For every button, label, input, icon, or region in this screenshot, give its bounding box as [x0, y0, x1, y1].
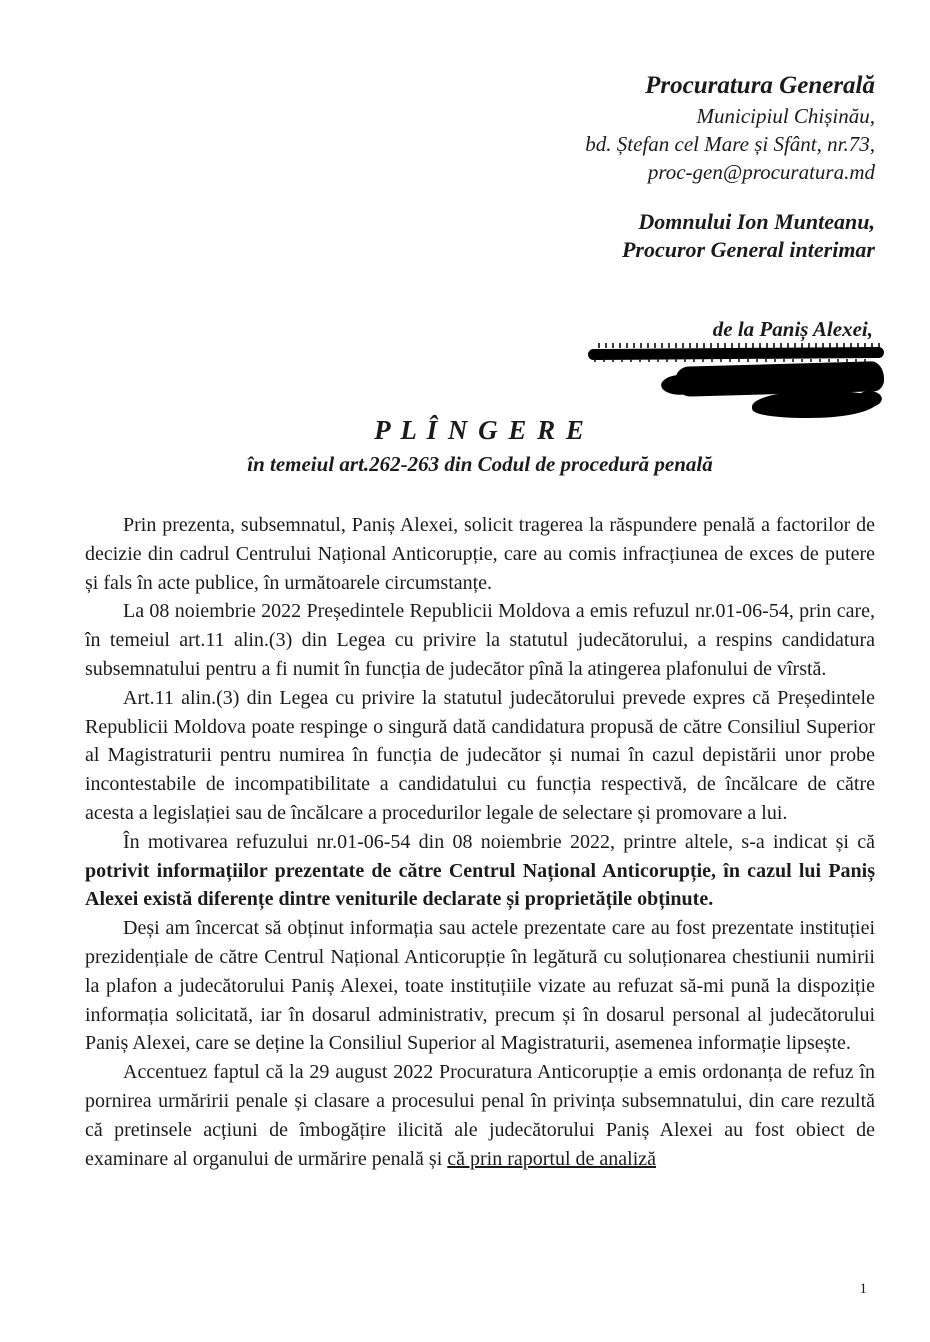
sender-from-line: de la Paniș Alexei, [712, 317, 873, 341]
paragraph-6-underlined: că prin raportul de analiză [447, 1147, 657, 1170]
paragraph-6-regular: Accentuez faptul că la 29 august 2022 Procuratura Anticorupție a emis ordonanța de refuz în pornirea urmăririi penale și clasare a procesului penal în privința subsemnatului, din care rezultă că pretinsele acțiuni de îmbogățire ilicită ale judecătorului Paniș Alexei au fost obiect de examinare al organului de urmărire penală și [85, 1061, 875, 1170]
paragraph-2: La 08 noiembrie 2022 Președintele Republicii Moldova a emis refuzul nr.01-06-54, prin care, în temeiul art.11 alin.(3) din Legea cu privire la statutul judecătorului, a respins candidatura subsemnatului pentru a fi numit în funcția de judecător pînă la atingerea plafonului de vîrstă. [85, 600, 875, 680]
letterhead [585, 70, 875, 186]
letterhead-email: proc-gen@procuratura.md [647, 160, 875, 184]
paragraph-1: Prin prezenta, subsemnatul, Paniș Alexei, solicit tragerea la răspundere penală a factorilor de decizie din cadrul Centrului Național Anticorupție, care au comis infracțiunea de exces de putere și fals în acte publice, în următoarele circumstanțe. [85, 514, 875, 594]
redaction-strikethrough-line [588, 343, 884, 363]
recipient-name: Domnului Ion Munteanu, [638, 209, 875, 234]
paragraph-3: Art.11 alin.(3) din Legea cu privire la statutul judecătorului prevede expres că Președintele Republicii Moldova poate respinge o singură dată candidatura propusă de către Consiliul Superior al Magistraturii pentru numirea în funcția de judecător și numai în cazul depistării unor probe incontestabile de incompatibilitate a candidatului cu funcția respectivă, de încălcare de către acesta a legislației sau de încălcare a procedurilor legale de selectare și promovare a lui. [85, 686, 875, 824]
document-subtitle: în temeiul art.262-263 din Codul de procedură penală [247, 452, 713, 476]
recipient-block [622, 208, 875, 264]
document-title: P L Î N G E R E [374, 415, 586, 445]
paragraph-5: Deși am încercat să obținut informația sau actele prezentate care au fost prezentate instituției prezidențiale de către Centrul Național Anticorupție în legătură cu soluționarea chestiunii numirii la plafon a judecătorului Paniș Alexei, toate instituțiile vizate au refuzat să-mi pună la dispoziție informația solicitată, iar în dosarul administrativ, precum și în dosarul personal al judecătorului Paniș Alexei, care se deține la Consiliul Superior al Magistraturii, asemenea informație lipsește. [85, 917, 875, 1055]
recipient-title: Procuror General interimar [621, 237, 875, 262]
document-body [85, 511, 875, 1173]
letterhead-address: bd. Ștefan cel Mare și Sfânt, nr.73, [585, 132, 875, 156]
paragraph-4-regular: În motivarea refuzului nr.01-06-54 din 08 noiembrie 2022, printre altele, s-a indicat și că [123, 830, 875, 853]
paragraph-4-bold: potrivit informațiilor prezentate de către Centrul Național Anticorupție, în cazul lui Paniș Alexei există diferențe dintre veniturile declarate și proprietățile obținute. [85, 859, 875, 911]
page-number: 1 [859, 1281, 867, 1297]
redacted-text-fragments-bottom [594, 359, 870, 362]
paragraph-4 [85, 828, 875, 914]
sender-block [713, 316, 873, 342]
letterhead-city: Municipiul Chișinău, [696, 104, 875, 128]
letterhead-organization: Procuratura Generală [645, 72, 875, 99]
paragraph-6 [85, 1058, 875, 1173]
